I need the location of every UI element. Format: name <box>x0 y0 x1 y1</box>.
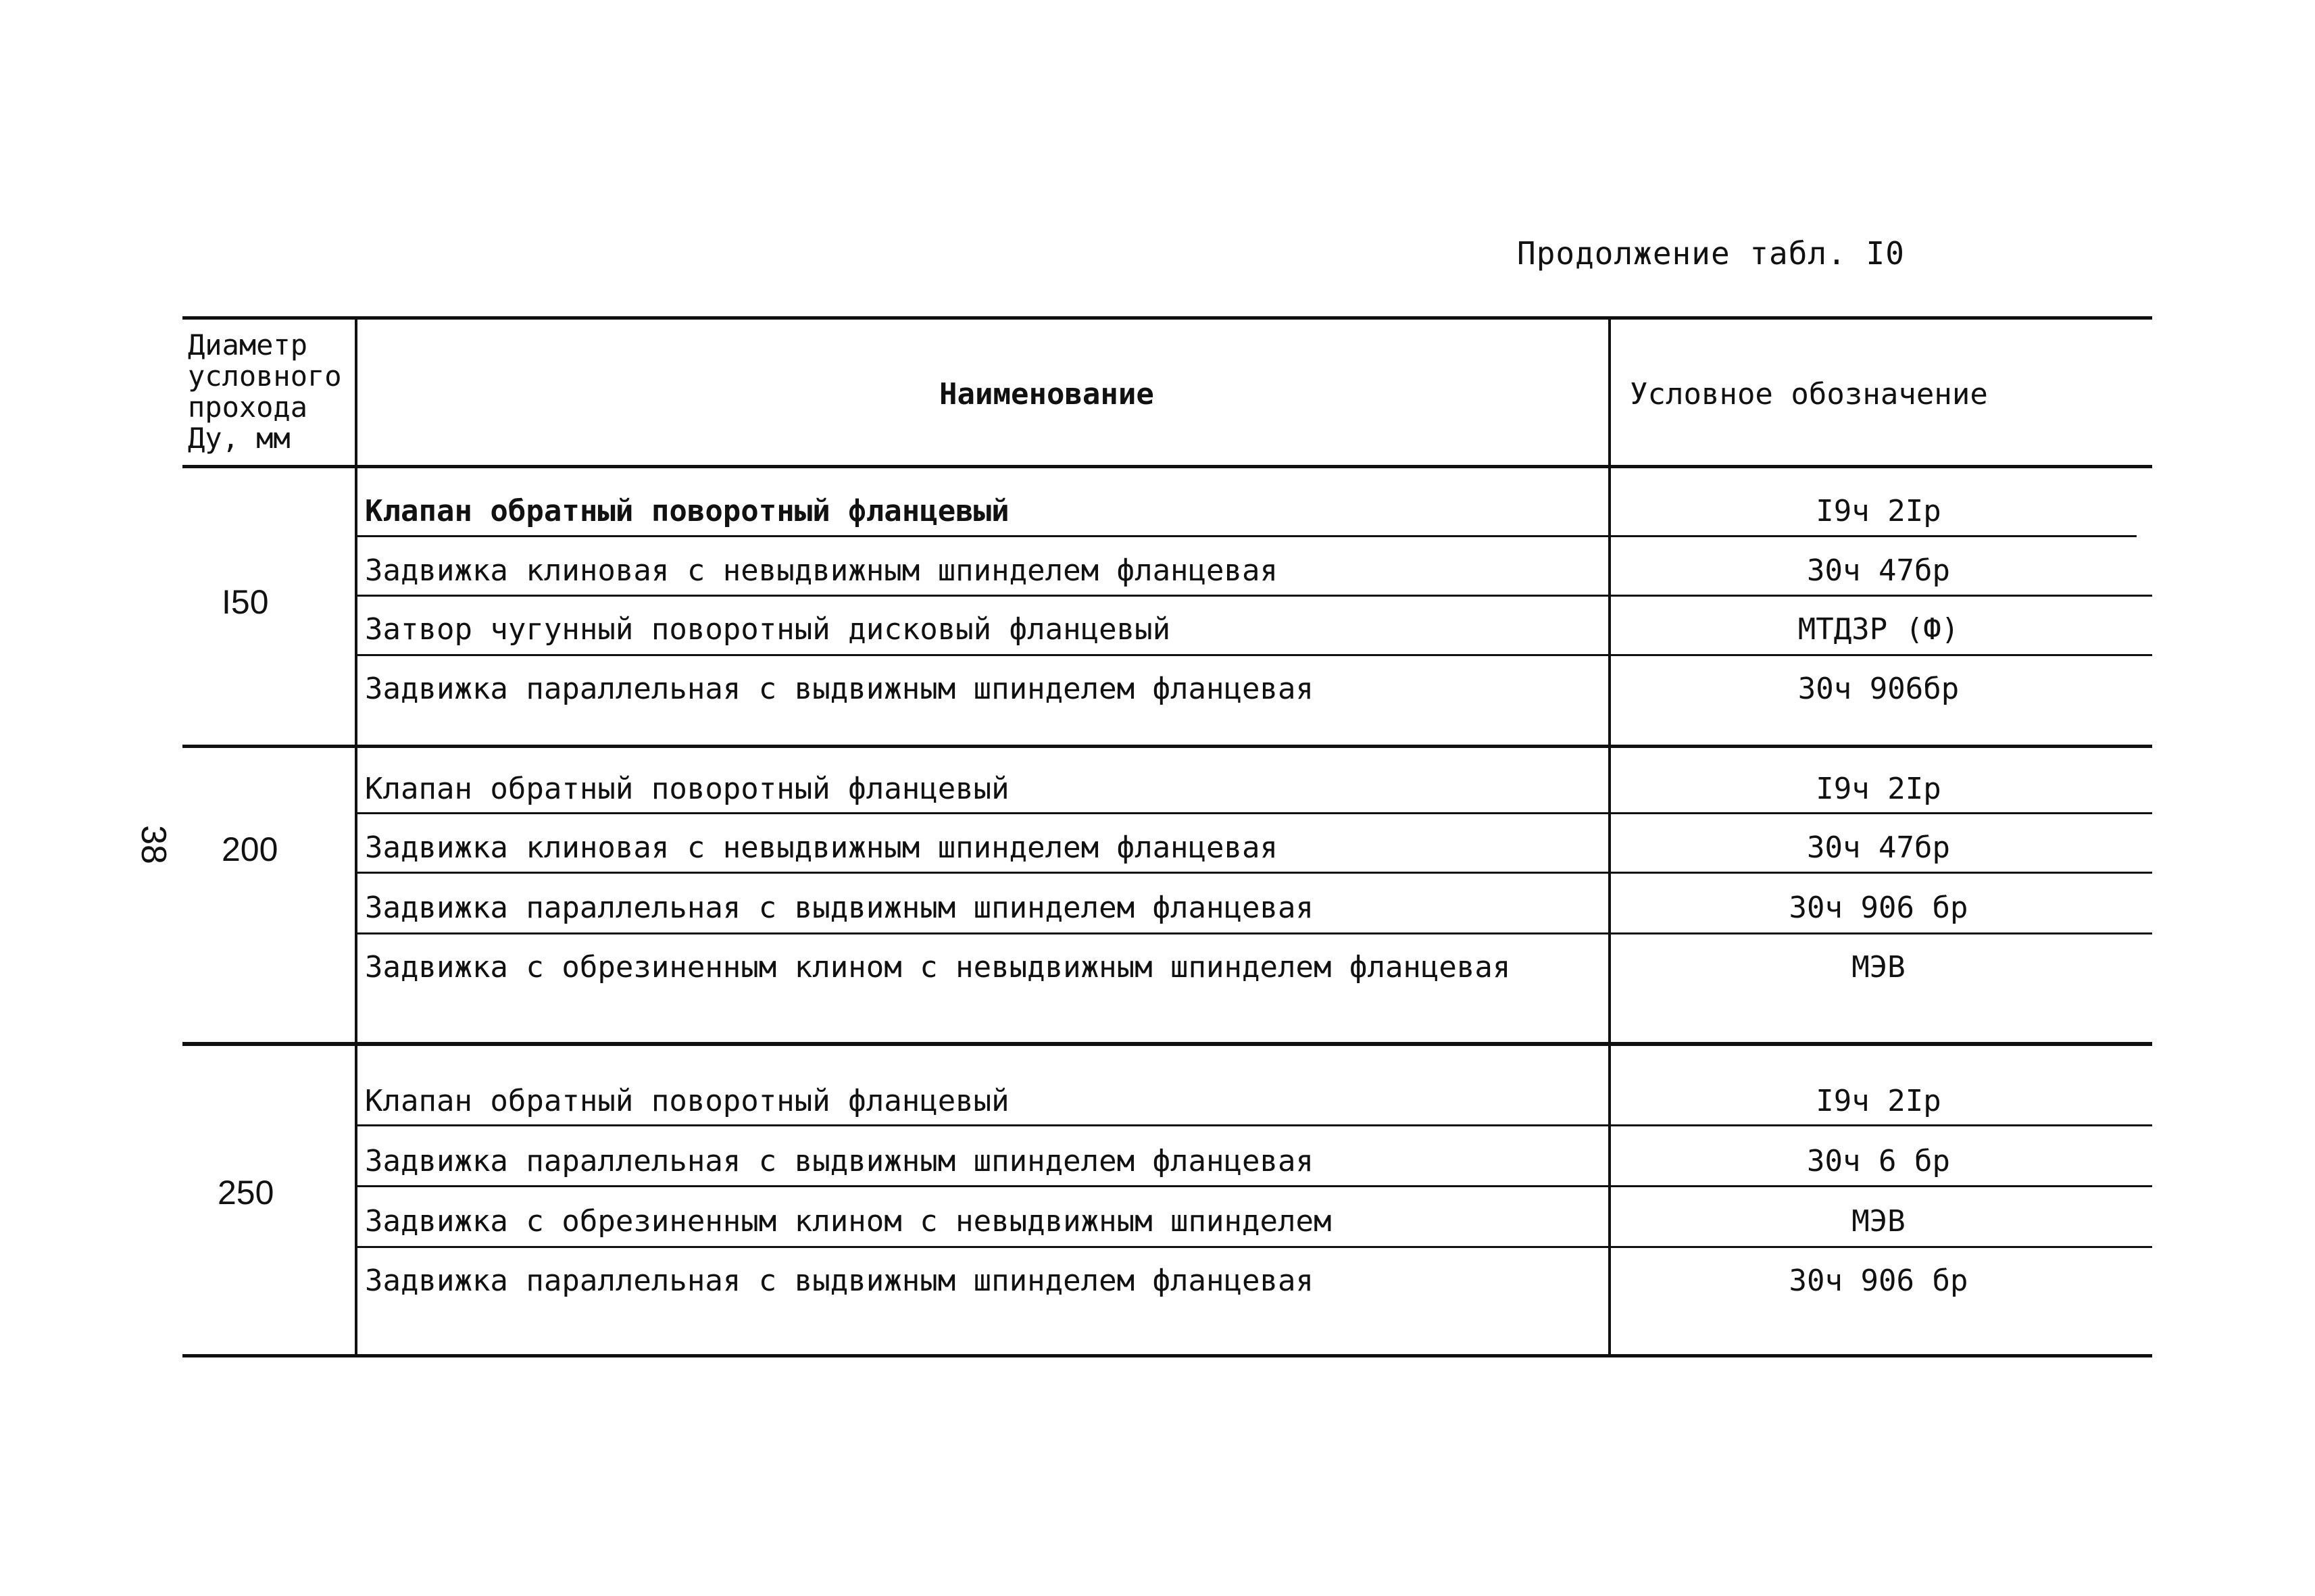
table-top-rule <box>182 316 2152 320</box>
row-separator <box>356 1246 2152 1248</box>
table-row-code: 30ч 47бр <box>1807 553 1950 588</box>
row-separator <box>356 654 2152 656</box>
table-row-name: Клапан обратный поворотный фланцевый <box>365 772 1010 806</box>
row-separator <box>356 812 2152 814</box>
table-row-name: Задвижка параллельная с выдвижным шпинделем фланцевая <box>365 1264 1314 1298</box>
name-column-header: Наименование <box>939 377 1154 412</box>
table-row-name: Задвижка с обрезиненным клином с невыдвижным шпинделем фланцевая <box>365 950 1511 984</box>
table-row-name: Задвижка параллельная с выдвижным шпинделем фланцевая <box>365 1144 1314 1178</box>
table-row-code: 30ч 906бр <box>1797 672 1960 706</box>
table-row-name: Клапан обратный поворотный фланцевый <box>365 1084 1010 1118</box>
table-row-code: I9ч 2Iр <box>1816 772 1941 806</box>
row-separator <box>356 595 2152 597</box>
table-row-code: 30ч 906 бр <box>1789 1264 1968 1298</box>
header-bottom-rule <box>182 465 2152 468</box>
group-divider-rule <box>182 745 2152 748</box>
row-separator <box>356 932 2152 934</box>
table-row-name: Затвор чугунный поворотный дисковый фланцевый <box>365 612 1171 647</box>
table-row-code: I9ч 2Iр <box>1816 494 1941 528</box>
table-row-name: Задвижка параллельная с выдвижным шпинделем фланцевая <box>365 891 1314 925</box>
table-row-code: I9ч 2Iр <box>1816 1084 1941 1118</box>
table-row-name: Задвижка клиновая с невыдвижным шпинделем фланцевая <box>365 553 1278 588</box>
code-column-header: Условное обозначение <box>1630 377 1988 412</box>
group-divider-rule <box>182 1042 2152 1046</box>
diameter-value: 200 <box>222 830 278 868</box>
diameter-value: I50 <box>222 583 269 621</box>
table-row-code: 30ч 6 бр <box>1807 1144 1950 1178</box>
column-rule-left <box>355 316 357 1355</box>
table-row-name: Клапан обратный поворотный фланцевый <box>365 494 1010 528</box>
table-row-name: Задвижка с обрезиненным клином с невыдвижным шпинделем <box>365 1204 1332 1239</box>
table-row-code: 30ч 47бр <box>1807 830 1950 865</box>
table-row-code: МТДЗР (Ф) <box>1797 612 1960 647</box>
table-row-code: 30ч 906 бр <box>1789 891 1968 925</box>
column-rule-right <box>1608 316 1611 1355</box>
diameter-header: Диаметр условного прохода Ду, мм <box>188 328 342 455</box>
table-row-name: Задвижка клиновая с невыдвижным шпинделем фланцевая <box>365 830 1278 865</box>
table-row-code: МЭВ <box>1851 950 1906 984</box>
row-separator <box>356 1124 2152 1126</box>
diameter-value: 250 <box>218 1174 274 1212</box>
table-caption: Продолжение табл. I0 <box>1517 235 1905 272</box>
page-number: 38 <box>133 825 173 864</box>
table-row-name: Задвижка параллельная с выдвижным шпинделем фланцевая <box>365 672 1314 706</box>
table-row-code: МЭВ <box>1851 1204 1906 1239</box>
row-separator <box>356 535 2137 537</box>
row-separator <box>356 1185 2152 1187</box>
table-bottom-rule <box>182 1354 2152 1357</box>
row-separator <box>356 872 2152 874</box>
